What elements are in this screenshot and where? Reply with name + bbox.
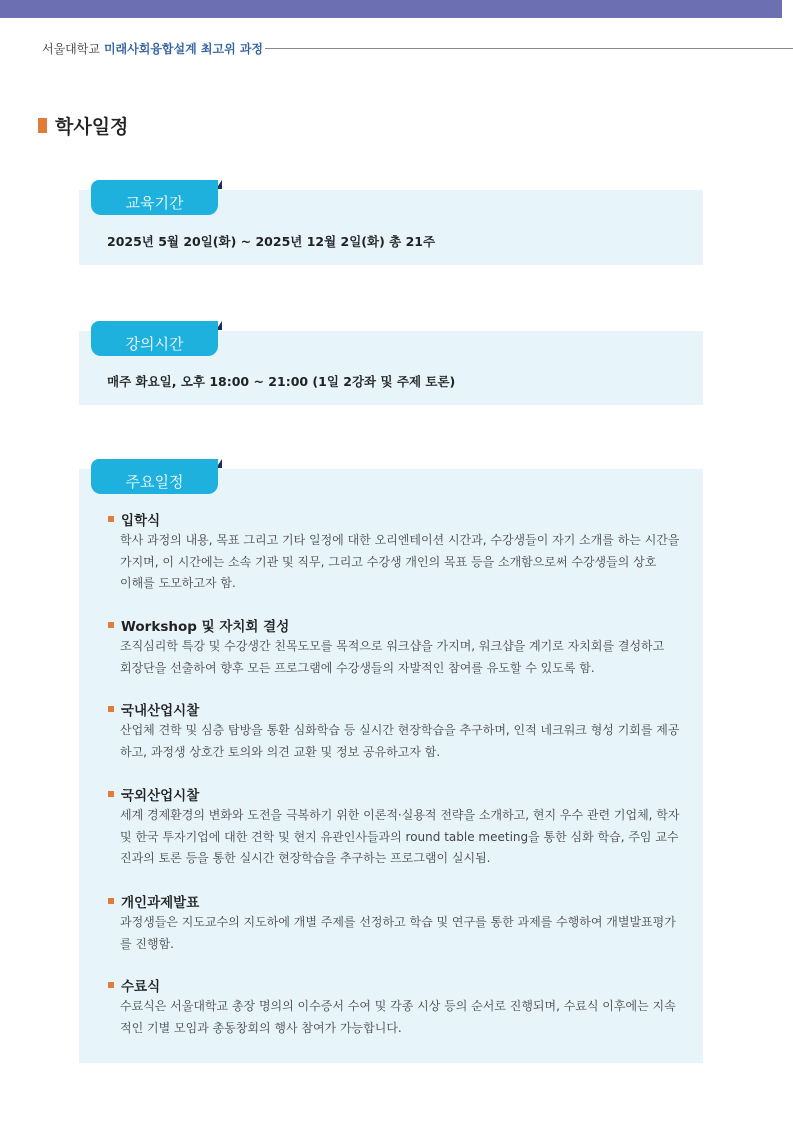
- lecture-label: 강의시간: [91, 330, 218, 356]
- item-description: 세계 경제환경의 변화와 도전을 극복하기 위한 이론적·실용적 전략을 소개하고, 현지 우수 관련 기업체, 학자 및 한국 투자기업에 대한 견학 및 현지 유관인사들과의 round table meeting을 통한 심화 학습, 주임 교수 진과의 토론 등을 통한 실시간 현장학습을 추구하는 프로그램이 실시됨.: [120, 808, 680, 865]
- lecture-box: [79, 331, 703, 405]
- period-box: [79, 190, 703, 265]
- item-title: 입학식: [121, 513, 161, 529]
- schedule-label: 주요일정: [91, 468, 218, 494]
- item-title: 개인과제발표: [121, 895, 200, 911]
- bullet-icon: [108, 898, 114, 904]
- lecture-text: 매주 화요일, 오후 18:00 ~ 21:00 (1일 2강좌 및 주제 토론): [107, 374, 456, 389]
- section-title: [38, 112, 128, 138]
- header-school: 서울대학교: [42, 41, 100, 56]
- item-description: 과정생들은 지도교수의 지도하에 개별 주제를 선정하고 학습 및 연구를 통한 과제를 수행하여 개별발표평가 를 진행함.: [120, 915, 676, 951]
- schedule-item: [107, 784, 691, 870]
- item-description: 산업체 견학 및 심층 탐방을 통환 심화학습 등 실시간 현장학습을 추구하며, 인적 네크워크 형성 기회를 제공 하고, 과정생 상호간 토의와 의견 교환 및 정보 공유하고자 함.: [120, 723, 680, 759]
- item-description: 조직심리학 특강 및 수강생간 친목도모를 목적으로 워크샵을 가지며, 워크샵을 계기로 자치회를 결성하고 회장단을 선출하여 향후 모든 프로그램에 수강생들의 자발적인 참여를 유도할 수 있도록 함.: [120, 639, 665, 675]
- bullet-icon: [108, 982, 114, 988]
- period-label: 교육기간: [91, 189, 218, 215]
- schedule-item: [107, 509, 691, 595]
- header-course: 미래사회융합설계 최고위 과정: [103, 41, 264, 56]
- section-title-text: 학사일정: [55, 115, 129, 138]
- bullet-icon: [108, 516, 114, 522]
- period-tab: [91, 180, 218, 215]
- section-marker-icon: [38, 118, 47, 133]
- period-text: 2025년 5월 20일(화) ~ 2025년 12월 2일(화) 총 21주: [107, 234, 436, 249]
- bullet-icon: [108, 791, 114, 797]
- item-title: 국외산업시찰: [121, 788, 200, 804]
- schedule-box: [79, 469, 703, 1063]
- lecture-tab: [91, 321, 218, 356]
- page-header: [42, 38, 793, 58]
- item-description: 학사 과정의 내용, 목표 그리고 기타 일정에 대한 오리엔테이션 시간과, 수강생들이 자기 소개를 하는 시간을 가지며, 이 시간에는 소속 기관 및 직무, 그리고 수강생 개인의 목표 등을 소개함으로써 수강생들의 상호 이해를 도모하고자 함.: [120, 533, 680, 590]
- schedule-item: [107, 615, 691, 679]
- bullet-icon: [108, 622, 114, 628]
- item-description: 수료식은 서울대학교 총장 명의의 이수증서 수여 및 각종 시상 등의 순서로 진행되며, 수료식 이후에는 지속 적인 기별 모임과 총동창회의 행사 참여가 가능합니다.: [120, 999, 676, 1035]
- schedule-item: [107, 891, 691, 955]
- item-title: 수료식: [121, 979, 161, 995]
- bullet-icon: [108, 706, 114, 712]
- schedule-item: [107, 975, 691, 1039]
- header-rule: [265, 48, 793, 49]
- top-banner: [0, 0, 782, 18]
- item-title: 국내산업시찰: [121, 703, 200, 719]
- schedule-tab: [91, 459, 218, 494]
- schedule-item: [107, 699, 691, 763]
- item-title: Workshop 및 자치회 결성: [121, 619, 290, 635]
